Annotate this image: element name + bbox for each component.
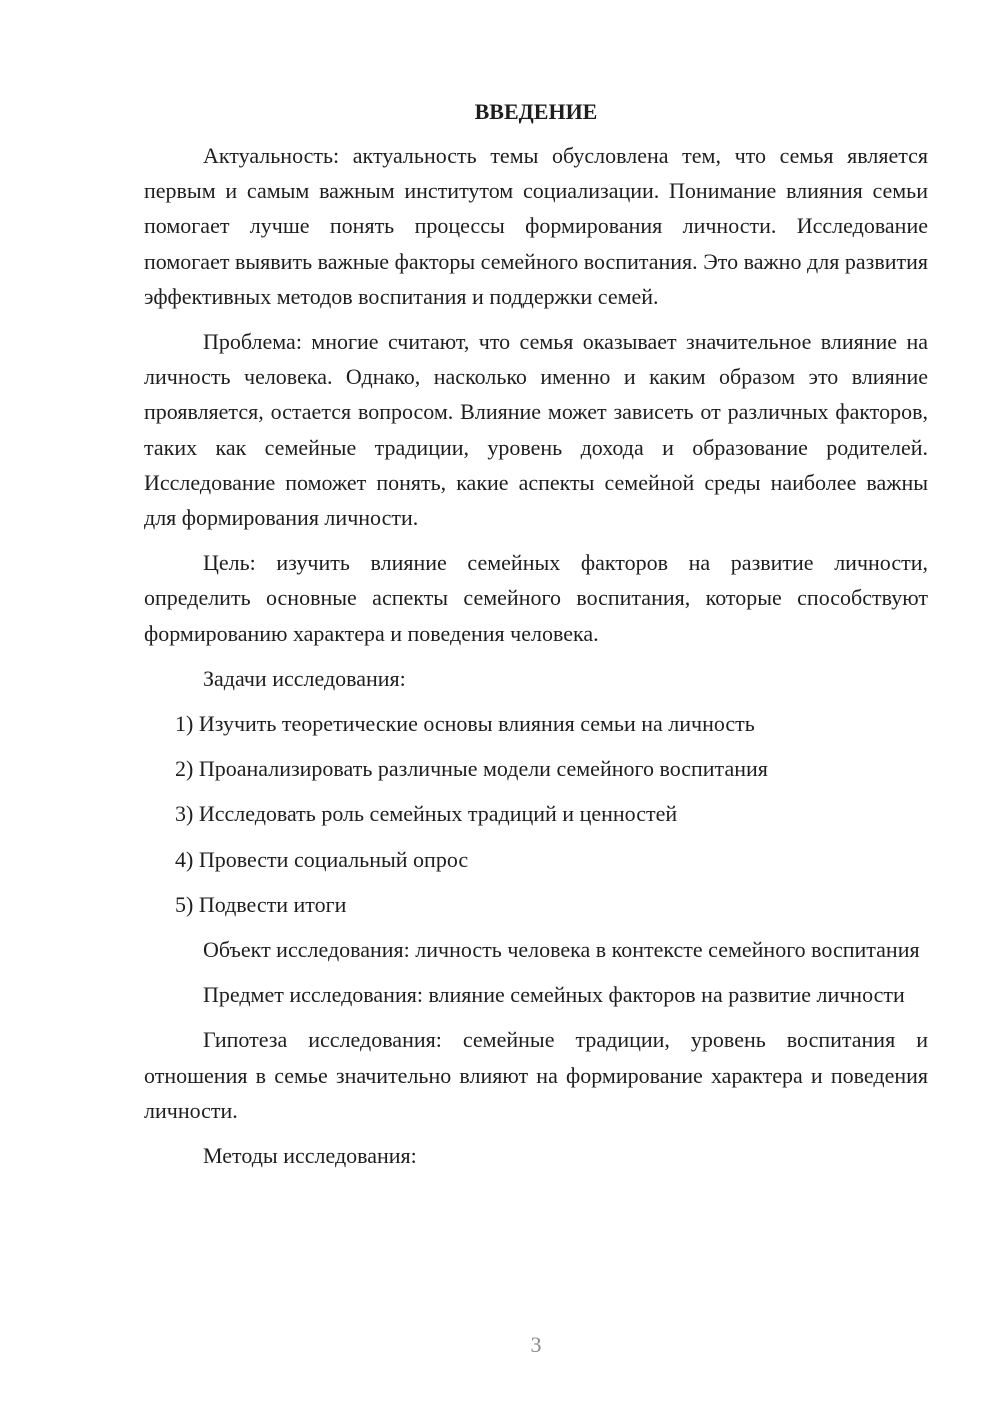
task-item-1: 1) Изучить теоретические основы влияния семьи на личность xyxy=(175,711,755,737)
hypothesis-paragraph: Гипотеза исследования: семейные традиции, уровень воспитания и отношения в семье значительно влияют на формирование характера и поведения личности. xyxy=(144,1027,928,1123)
task-item-2: 2) Проанализировать различные модели семейного воспитания xyxy=(175,756,768,782)
object-paragraph: Объект исследования: личность человека в контексте семейного воспитания xyxy=(203,937,920,963)
task-item-3: 3) Исследовать роль семейных традиций и ценностей xyxy=(175,801,678,827)
section-heading: ВВЕДЕНИЕ xyxy=(474,99,598,124)
page-number: 3 xyxy=(530,1332,542,1357)
tasks-heading: Задачи исследования: xyxy=(203,665,406,691)
tasks-list xyxy=(144,706,928,922)
relevance-paragraph: Актуальность: актуальность темы обусловлена тем, что семья является первым и самым важным институтом социализации. Понимание влияния семьи помогает лучше понять процессы формирования личности. Исследование помогает выявить важные факторы семейного воспитания. Это важно для развития эффективных методов воспитания и поддержки семей. xyxy=(144,143,928,309)
document-page xyxy=(144,96,928,1183)
subject-paragraph: Предмет исследования: влияние семейных факторов на развитие личности xyxy=(203,982,905,1008)
methods-heading: Методы исследования: xyxy=(203,1143,417,1169)
problem-paragraph: Проблема: многие считают, что семья оказывает значительное влияние на личность человека. Однако, насколько именно и каким образом это влияние проявляется, остается вопросом. Влияние может зависеть от различных факторов, таких как семейные традиции, уровень дохода и образование родителей. Исследование поможет понять, какие аспекты семейной среды наиболее важны для формирования личности. xyxy=(144,329,928,531)
task-item-5: 5) Подвести итоги xyxy=(175,891,347,917)
goal-paragraph: Цель: изучить влияние семейных факторов на развитие личности, определить основные аспекты семейного воспитания, которые способствуют формированию характера и поведения человека. xyxy=(144,550,928,646)
task-item-4: 4) Провести социальный опрос xyxy=(175,846,469,872)
